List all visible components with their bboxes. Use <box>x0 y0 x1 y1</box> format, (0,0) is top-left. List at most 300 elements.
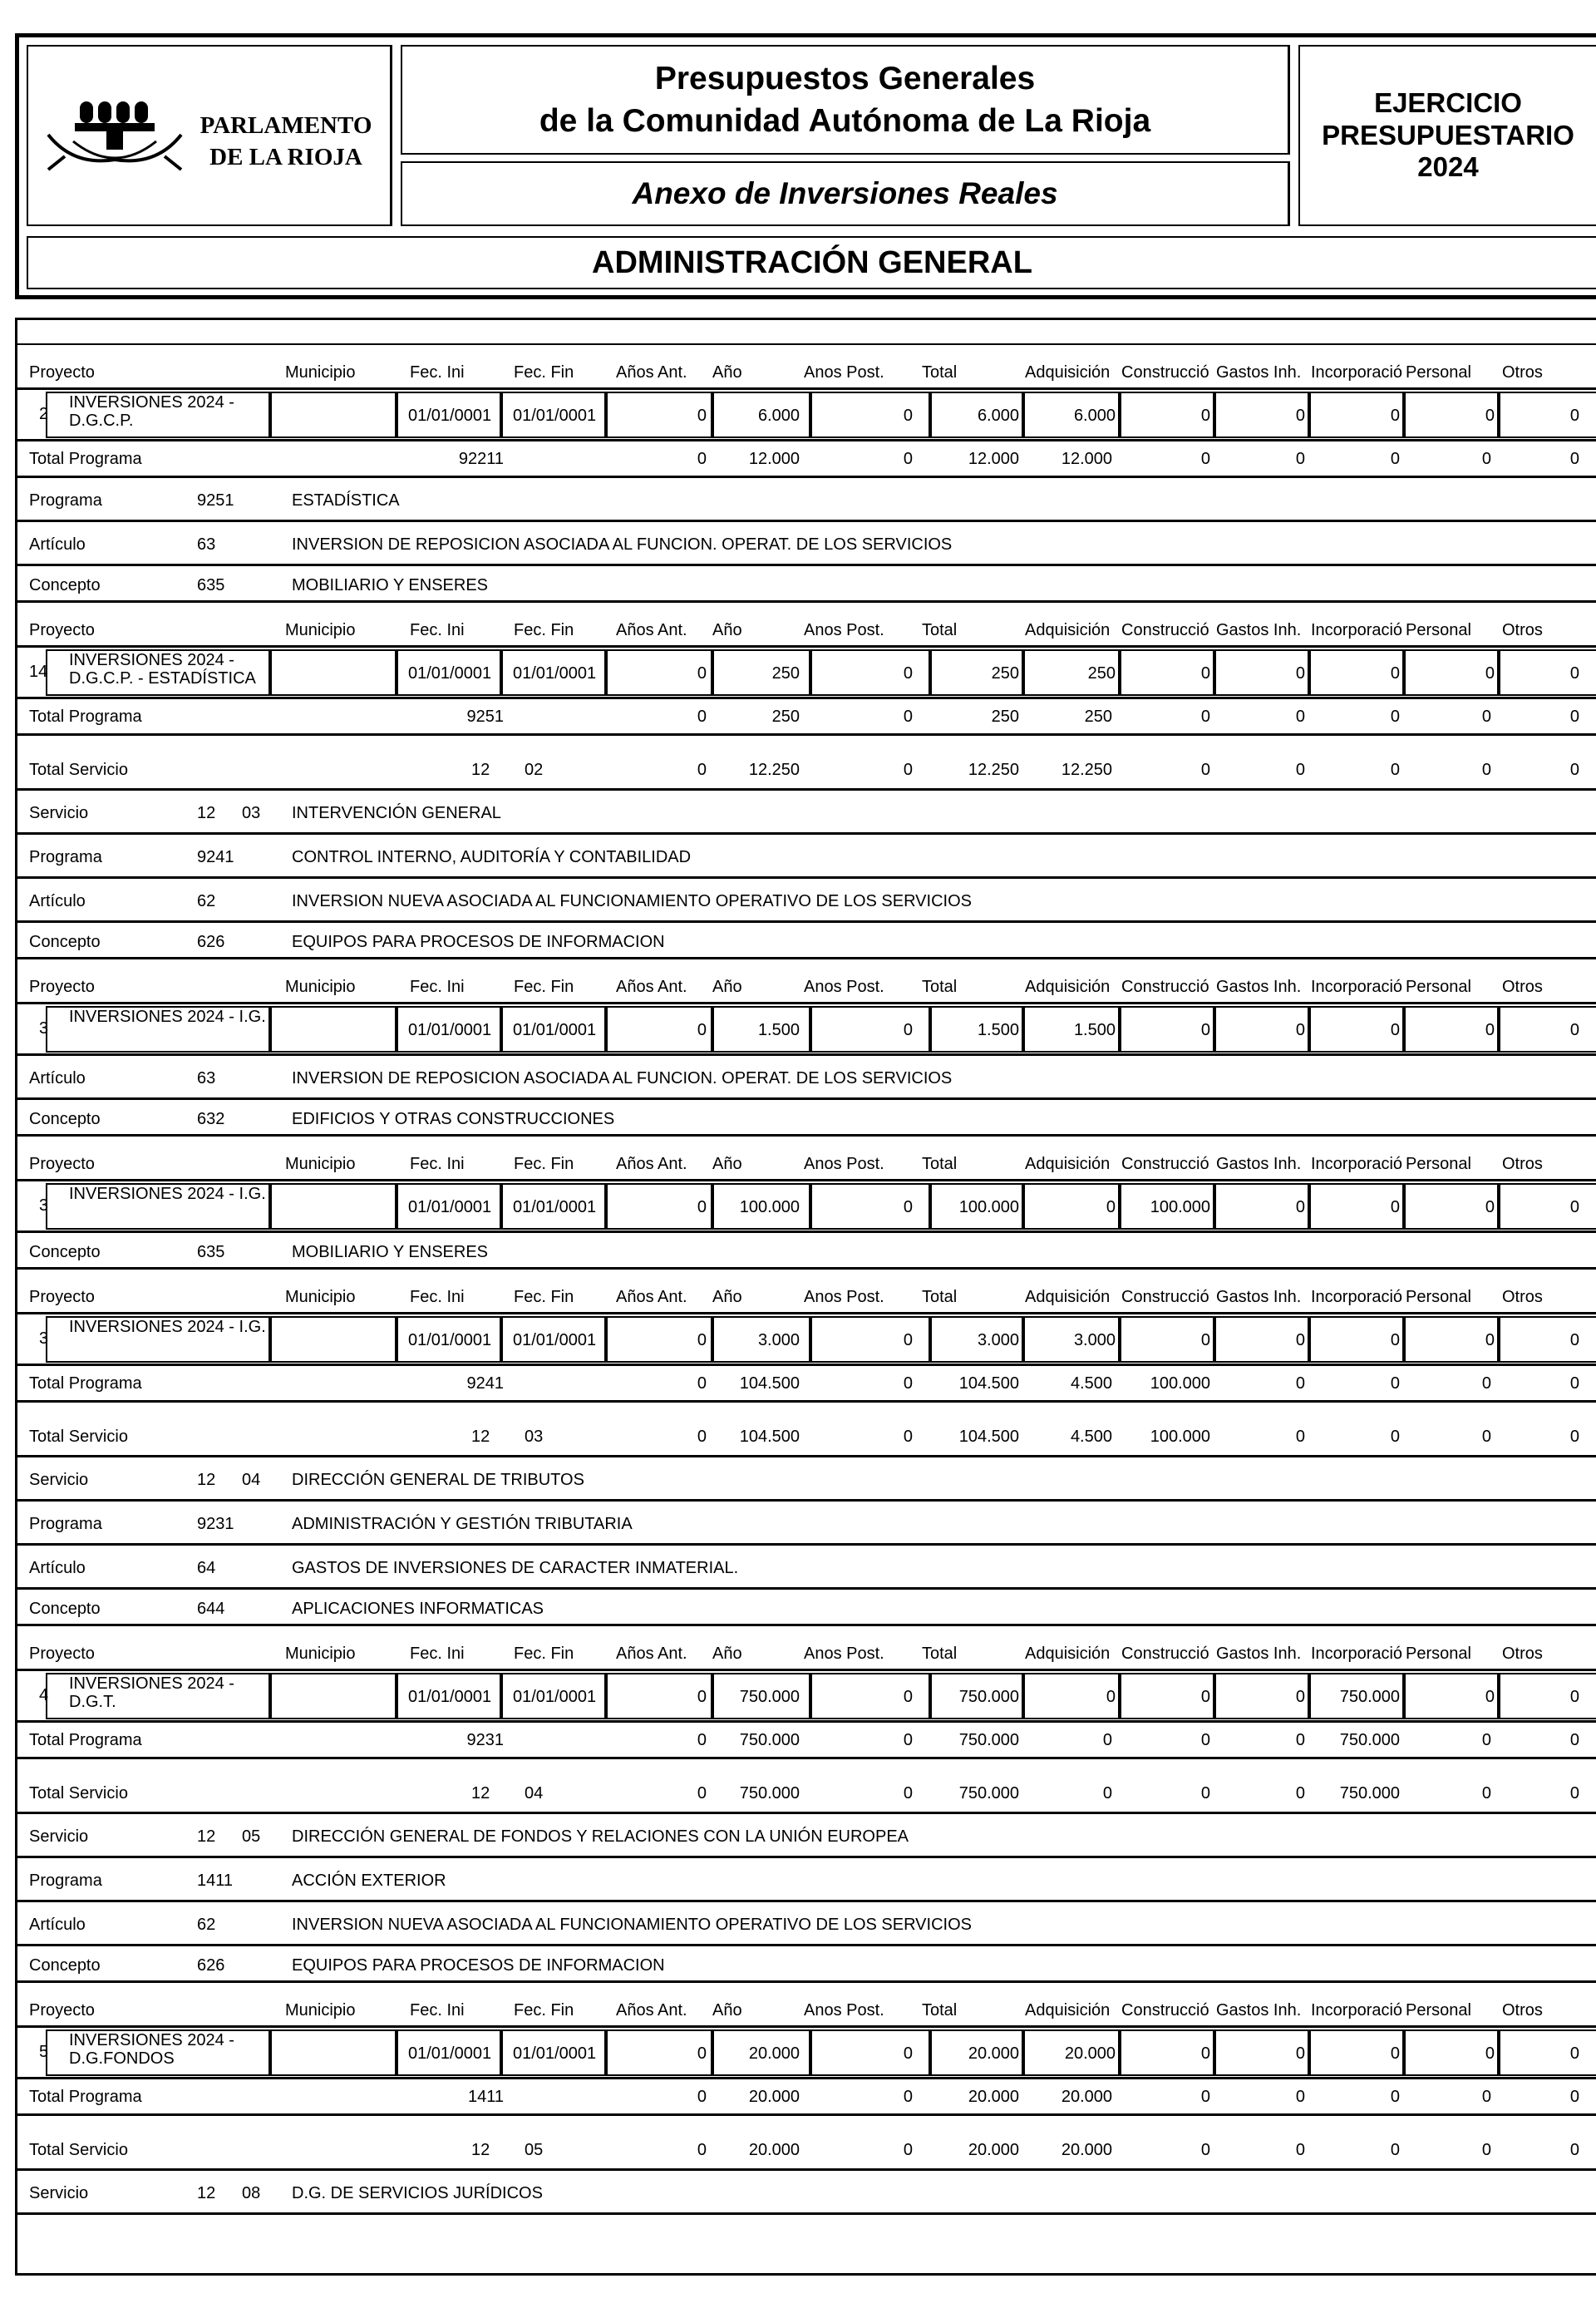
total-label: Total Programa <box>29 1731 142 1749</box>
hierarchy-row <box>17 1100 1596 1137</box>
column-header: Incorporació <box>1311 621 1403 639</box>
total-amount: 0 <box>697 1784 707 1803</box>
hierarchy-code: 635 <box>197 1243 225 1261</box>
table-row <box>17 1314 1596 1366</box>
table-cell <box>1499 1316 1596 1363</box>
column-header: Personal <box>1406 1288 1471 1306</box>
column-header: Años Ant. <box>616 978 687 996</box>
hierarchy-code: 644 <box>197 1600 225 1618</box>
amount-cell: 0 <box>1106 1688 1116 1706</box>
column-header: Años Ant. <box>616 621 687 639</box>
parliament-logo-icon <box>40 83 190 175</box>
total-amount: 250 <box>1084 708 1112 726</box>
table-top-strip <box>17 320 1596 345</box>
total-amount: 0 <box>1569 761 1579 779</box>
table-cell <box>606 1006 712 1053</box>
hierarchy-code: 635 <box>197 576 225 594</box>
column-header: Gastos Inh. <box>1216 2001 1302 2020</box>
column-header: Fec. Fin <box>514 978 574 996</box>
org-name-line2: DE LA RIOJA <box>209 144 362 170</box>
column-header: Total <box>922 1155 958 1173</box>
column-header-row <box>17 603 1596 648</box>
total-amount: 12.000 <box>1061 450 1112 468</box>
column-header: Municipio <box>285 621 356 639</box>
hierarchy-code: 63 <box>197 1069 216 1087</box>
total-amount: 0 <box>1390 2141 1400 2159</box>
column-header: Fec. Fin <box>514 2001 574 2020</box>
column-header: Incorporació <box>1311 2001 1403 2020</box>
total-amount: 250 <box>991 708 1019 726</box>
table-cell <box>1499 2029 1596 2076</box>
hierarchy-row <box>17 522 1596 566</box>
end-date: 01/01/0001 <box>513 664 597 683</box>
hierarchy-code: 9251 <box>197 491 234 510</box>
amount-cell: 0 <box>1200 2044 1210 2063</box>
total-amount: 0 <box>903 708 913 726</box>
total-amount: 0 <box>1390 450 1400 468</box>
hierarchy-row <box>17 1946 1596 1983</box>
amount-cell: 0 <box>1390 1198 1400 1216</box>
project-id: 3 <box>39 1019 49 1038</box>
project-name: INVERSIONES 2024 - D.G.C.P. - ESTADÍSTICA <box>69 651 256 688</box>
hierarchy-code2: 03 <box>242 804 261 822</box>
total-amount: 0 <box>1295 1374 1305 1393</box>
column-header: Adquisición <box>1025 2001 1111 2020</box>
hierarchy-row <box>17 879 1596 923</box>
amount-cell: 0 <box>903 1688 913 1706</box>
amount-cell: 0 <box>1569 1331 1579 1349</box>
total-amount: 0 <box>1295 1784 1305 1803</box>
subtitle: Anexo de Inversiones Reales <box>401 161 1290 226</box>
amount-cell: 0 <box>1295 1331 1305 1349</box>
column-header: Construcció <box>1121 978 1209 996</box>
table-cell <box>606 649 712 696</box>
total-programa-row <box>17 441 1596 478</box>
total-code: 12 <box>471 761 490 779</box>
project-name: INVERSIONES 2024 - I.G. <box>69 1008 266 1026</box>
total-amount: 0 <box>1295 1731 1305 1749</box>
hierarchy-row <box>17 1814 1596 1858</box>
total-programa-row <box>17 699 1596 736</box>
hierarchy-label: Servicio <box>29 2184 89 2202</box>
column-header: Fec. Fin <box>514 621 574 639</box>
table-cell <box>1499 392 1596 438</box>
hierarchy-row <box>17 1233 1596 1270</box>
amount-cell: 6.000 <box>977 407 1019 425</box>
total-amount: 12.000 <box>968 450 1019 468</box>
column-header: Municipio <box>285 363 356 382</box>
table-cell <box>270 1006 397 1053</box>
hierarchy-label: Programa <box>29 1515 102 1533</box>
column-header: Adquisición <box>1025 1645 1111 1663</box>
table-cell <box>270 1316 397 1363</box>
hierarchy-text: EDIFICIOS Y OTRAS CONSTRUCCIONES <box>292 1110 615 1128</box>
hierarchy-label: Servicio <box>29 804 89 822</box>
column-header-row <box>17 959 1596 1004</box>
amount-cell: 0 <box>1390 2044 1400 2063</box>
total-code: 92211 <box>458 450 504 468</box>
project-name: INVERSIONES 2024 - D.G.T. <box>69 1674 234 1711</box>
amount-cell: 0 <box>1295 1021 1305 1039</box>
column-header: Años Ant. <box>616 1155 687 1173</box>
org-name <box>195 110 377 173</box>
table-cell <box>1499 1183 1596 1230</box>
total-amount: 0 <box>903 1731 913 1749</box>
hierarchy-label: Artículo <box>29 1916 86 1934</box>
end-date: 01/01/0001 <box>513 1688 597 1706</box>
hierarchy-text: EQUIPOS PARA PROCESOS DE INFORMACION <box>292 1956 665 1975</box>
total-amount: 0 <box>1102 1784 1112 1803</box>
column-header: Proyecto <box>29 363 95 382</box>
total-amount: 0 <box>697 450 707 468</box>
table-cell <box>606 392 712 438</box>
total-code: 12 <box>471 1784 490 1803</box>
total-code: 12 <box>471 2141 490 2159</box>
hierarchy-label: Concepto <box>29 1956 101 1975</box>
column-header: Total <box>922 978 958 996</box>
amount-cell: 0 <box>1485 1331 1495 1349</box>
total-amount: 750.000 <box>739 1731 800 1749</box>
column-header: Proyecto <box>29 1288 95 1306</box>
logo-box <box>27 45 392 226</box>
column-header: Otros <box>1502 1645 1543 1663</box>
ejercicio-year: 2024 <box>1417 151 1479 183</box>
hierarchy-label: Programa <box>29 491 102 510</box>
hierarchy-label: Servicio <box>29 1827 89 1846</box>
column-header: Gastos Inh. <box>1216 1645 1302 1663</box>
total-servicio-row <box>17 2116 1596 2171</box>
hierarchy-text: INVERSION DE REPOSICION ASOCIADA AL FUNCION. OPERAT. DE LOS SERVICIOS <box>292 1069 953 1087</box>
column-header: Proyecto <box>29 1645 95 1663</box>
column-header: Personal <box>1406 2001 1471 2020</box>
amount-cell: 0 <box>1200 1021 1210 1039</box>
amount-cell: 20.000 <box>1064 2044 1116 2063</box>
hierarchy-label: Artículo <box>29 1559 86 1577</box>
column-header: Fec. Ini <box>410 621 465 639</box>
amount-cell: 0 <box>1390 664 1400 683</box>
column-header: Otros <box>1502 1288 1543 1306</box>
total-amount: 12.250 <box>968 761 1019 779</box>
total-amount: 0 <box>1200 761 1210 779</box>
table-row <box>17 390 1596 441</box>
total-amount: 0 <box>1569 708 1579 726</box>
hierarchy-code: 63 <box>197 535 216 554</box>
start-date: 01/01/0001 <box>408 407 492 425</box>
total-amount: 0 <box>1200 708 1210 726</box>
total-amount: 20.000 <box>1061 2141 1112 2159</box>
total-amount: 0 <box>1295 708 1305 726</box>
total-amount: 0 <box>903 2088 913 2106</box>
amount-cell: 0 <box>697 664 707 683</box>
ejercicio-box <box>1298 45 1596 226</box>
amount-cell: 0 <box>1485 1198 1495 1216</box>
start-date: 01/01/0001 <box>408 2044 492 2063</box>
amount-cell: 20.000 <box>968 2044 1019 2063</box>
hierarchy-row <box>17 566 1596 603</box>
column-header: Fec. Ini <box>410 1645 465 1663</box>
column-header: Proyecto <box>29 1155 95 1173</box>
total-programa-row <box>17 2079 1596 2116</box>
total-amount: 0 <box>1390 761 1400 779</box>
column-header: Personal <box>1406 621 1471 639</box>
hierarchy-row <box>17 2171 1596 2215</box>
amount-cell: 0 <box>1485 407 1495 425</box>
project-id: 5 <box>39 2043 49 2061</box>
project-name: INVERSIONES 2024 - D.G.C.P. <box>69 393 234 430</box>
total-amount: 0 <box>1481 1428 1491 1446</box>
total-amount: 0 <box>697 1374 707 1393</box>
amount-cell: 3.000 <box>1073 1331 1116 1349</box>
amount-cell: 0 <box>1200 664 1210 683</box>
hierarchy-row <box>17 1546 1596 1590</box>
amount-cell: 1.500 <box>757 1021 800 1039</box>
hierarchy-text: ADMINISTRACIÓN Y GESTIÓN TRIBUTARIA <box>292 1515 633 1533</box>
hierarchy-text: INTERVENCIÓN GENERAL <box>292 804 501 822</box>
total-amount: 0 <box>1390 2088 1400 2106</box>
total-programa-row <box>17 1723 1596 1759</box>
total-amount: 750.000 <box>1339 1731 1400 1749</box>
column-header: Adquisición <box>1025 1288 1111 1306</box>
amount-cell: 20.000 <box>748 2044 800 2063</box>
total-amount: 0 <box>1200 2088 1210 2106</box>
amount-cell: 0 <box>1295 1688 1305 1706</box>
total-label: Total Servicio <box>29 1784 128 1803</box>
amount-cell: 0 <box>903 2044 913 2063</box>
hierarchy-text: MOBILIARIO Y ENSERES <box>292 576 489 594</box>
column-header: Años Ant. <box>616 363 687 382</box>
column-header: Anos Post. <box>804 1288 884 1306</box>
hierarchy-text: EQUIPOS PARA PROCESOS DE INFORMACION <box>292 933 665 951</box>
total-amount: 0 <box>903 2141 913 2159</box>
column-header: Municipio <box>285 1288 356 1306</box>
total-label: Total Servicio <box>29 1428 128 1446</box>
hierarchy-row <box>17 1902 1596 1946</box>
total-label: Total Programa <box>29 708 142 726</box>
column-header: Construcció <box>1121 621 1209 639</box>
total-label: Total Programa <box>29 1374 142 1393</box>
total-amount: 0 <box>1295 2088 1305 2106</box>
amount-cell: 0 <box>1569 2044 1579 2063</box>
hierarchy-text: DIRECCIÓN GENERAL DE FONDOS Y RELACIONES CON LA UNIÓN EUROPEA <box>292 1827 909 1846</box>
column-header: Incorporació <box>1311 978 1403 996</box>
column-header: Año <box>712 621 742 639</box>
hierarchy-text: INVERSION NUEVA ASOCIADA AL FUNCIONAMIENTO OPERATIVO DE LOS SERVICIOS <box>292 1916 972 1934</box>
column-header: Gastos Inh. <box>1216 1288 1302 1306</box>
total-amount: 0 <box>697 2088 707 2106</box>
table-cell <box>606 1183 712 1230</box>
amount-cell: 6.000 <box>1073 407 1116 425</box>
column-header-row <box>17 1270 1596 1314</box>
amount-cell: 0 <box>1569 1198 1579 1216</box>
column-header: Otros <box>1502 1155 1543 1173</box>
total-amount: 0 <box>1569 1731 1579 1749</box>
column-header: Personal <box>1406 1155 1471 1173</box>
amount-cell: 100.000 <box>1150 1198 1210 1216</box>
amount-cell: 0 <box>1200 407 1210 425</box>
start-date: 01/01/0001 <box>408 1021 492 1039</box>
hierarchy-label: Concepto <box>29 1243 101 1261</box>
ejercicio-line2: PRESUPUESTARIO <box>1322 119 1574 150</box>
column-header: Personal <box>1406 1645 1471 1663</box>
title-line1: Presupuestos Generales <box>654 60 1036 96</box>
total-amount: 0 <box>1569 1428 1579 1446</box>
hierarchy-text: CONTROL INTERNO, AUDITORÍA Y CONTABILIDAD <box>292 848 692 866</box>
hierarchy-label: Programa <box>29 1872 102 1890</box>
amount-cell: 0 <box>697 1331 707 1349</box>
column-header: Años Ant. <box>616 2001 687 2020</box>
column-header: Fec. Fin <box>514 1155 574 1173</box>
hierarchy-code2: 04 <box>242 1471 261 1489</box>
total-amount: 4.500 <box>1070 1374 1112 1393</box>
hierarchy-code: 12 <box>197 1471 216 1489</box>
total-amount: 750.000 <box>1339 1784 1400 1803</box>
column-header: Año <box>712 1155 742 1173</box>
column-header: Anos Post. <box>804 621 884 639</box>
total-amount: 0 <box>1390 708 1400 726</box>
table-cell <box>606 2029 712 2076</box>
start-date: 01/01/0001 <box>408 1198 492 1216</box>
hierarchy-text: APLICACIONES INFORMATICAS <box>292 1600 544 1618</box>
table-row <box>17 1181 1596 1233</box>
column-header: Fec. Ini <box>410 1288 465 1306</box>
column-header: Fec. Fin <box>514 1645 574 1663</box>
column-header: Construcció <box>1121 2001 1209 2020</box>
total-amount: 0 <box>903 1784 913 1803</box>
amount-cell: 0 <box>697 1021 707 1039</box>
amount-cell: 0 <box>1569 664 1579 683</box>
hierarchy-text: ACCIÓN EXTERIOR <box>292 1872 446 1890</box>
ejercicio-line1: EJERCICIO <box>1374 86 1522 118</box>
column-header-row <box>17 1137 1596 1181</box>
hierarchy-label: Programa <box>29 848 102 866</box>
amount-cell: 1.500 <box>977 1021 1019 1039</box>
total-code2: 05 <box>525 2141 544 2159</box>
hierarchy-code: 62 <box>197 892 216 910</box>
total-amount: 0 <box>697 1731 707 1749</box>
total-amount: 0 <box>1569 2088 1579 2106</box>
hierarchy-text: ESTADÍSTICA <box>292 491 400 510</box>
total-amount: 20.000 <box>748 2141 800 2159</box>
column-header: Municipio <box>285 978 356 996</box>
amount-cell: 750.000 <box>1339 1688 1400 1706</box>
amount-cell: 750.000 <box>739 1688 800 1706</box>
end-date: 01/01/0001 <box>513 1331 597 1349</box>
hierarchy-row <box>17 1502 1596 1546</box>
project-id: 4 <box>39 1686 49 1704</box>
total-amount: 100.000 <box>1150 1428 1210 1446</box>
amount-cell: 0 <box>1295 664 1305 683</box>
column-header: Anos Post. <box>804 363 884 382</box>
column-header: Incorporació <box>1311 1288 1403 1306</box>
start-date: 01/01/0001 <box>408 1331 492 1349</box>
column-header: Total <box>922 363 958 382</box>
table-cell <box>270 1673 397 1719</box>
column-header: Gastos Inh. <box>1216 978 1302 996</box>
total-amount: 0 <box>1569 1784 1579 1803</box>
table-row <box>17 648 1596 699</box>
hierarchy-code2: 05 <box>242 1827 261 1846</box>
hierarchy-row <box>17 835 1596 879</box>
hierarchy-label: Servicio <box>29 1471 89 1489</box>
amount-cell: 0 <box>903 664 913 683</box>
total-servicio-row <box>17 1403 1596 1457</box>
hierarchy-code: 9241 <box>197 848 234 866</box>
column-header: Año <box>712 2001 742 2020</box>
column-header: Fec. Fin <box>514 363 574 382</box>
amount-cell: 0 <box>1390 1021 1400 1039</box>
column-header: Anos Post. <box>804 978 884 996</box>
total-amount: 0 <box>1569 1374 1579 1393</box>
total-servicio-row <box>17 736 1596 791</box>
hierarchy-row <box>17 478 1596 522</box>
hierarchy-row <box>17 1590 1596 1626</box>
total-amount: 0 <box>1390 1374 1400 1393</box>
column-header: Año <box>712 1288 742 1306</box>
total-code2: 03 <box>525 1428 544 1446</box>
total-amount: 0 <box>1390 1428 1400 1446</box>
amount-cell: 0 <box>697 1688 707 1706</box>
project-name: INVERSIONES 2024 - I.G. <box>69 1318 266 1336</box>
total-amount: 100.000 <box>1150 1374 1210 1393</box>
total-amount: 750.000 <box>958 1784 1019 1803</box>
total-amount: 0 <box>1102 1731 1112 1749</box>
total-amount: 20.000 <box>968 2088 1019 2106</box>
column-header: Construcció <box>1121 1288 1209 1306</box>
column-header: Proyecto <box>29 621 95 639</box>
hierarchy-code: 632 <box>197 1110 225 1128</box>
total-amount: 20.000 <box>968 2141 1019 2159</box>
hierarchy-code2: 08 <box>242 2184 261 2202</box>
column-header: Personal <box>1406 978 1471 996</box>
total-amount: 0 <box>1481 450 1491 468</box>
hierarchy-text: DIRECCIÓN GENERAL DE TRIBUTOS <box>292 1471 584 1489</box>
hierarchy-text: D.G. DE SERVICIOS JURÍDICOS <box>292 2184 543 2202</box>
project-id: 3 <box>39 1329 49 1348</box>
column-header-row <box>17 345 1596 390</box>
title-box <box>401 45 1290 155</box>
hierarchy-label: Artículo <box>29 892 86 910</box>
total-amount: 0 <box>1295 2141 1305 2159</box>
hierarchy-code: 1411 <box>197 1872 234 1890</box>
title-line2: de la Comunidad Autónoma de La Rioja <box>539 103 1151 139</box>
hierarchy-text: INVERSION NUEVA ASOCIADA AL FUNCIONAMIENTO OPERATIVO DE LOS SERVICIOS <box>292 892 972 910</box>
total-label: Total Programa <box>29 2088 142 2106</box>
hierarchy-text: MOBILIARIO Y ENSERES <box>292 1243 489 1261</box>
hierarchy-row <box>17 791 1596 835</box>
project-name: INVERSIONES 2024 - I.G. <box>69 1185 266 1203</box>
column-header: Años Ant. <box>616 1645 687 1663</box>
amount-cell: 250 <box>1087 664 1116 683</box>
table-cell <box>270 392 397 438</box>
end-date: 01/01/0001 <box>513 2044 597 2063</box>
project-name: INVERSIONES 2024 - D.G.FONDOS <box>69 2031 234 2068</box>
column-header: Total <box>922 1288 958 1306</box>
hierarchy-code: 62 <box>197 1916 216 1934</box>
column-header: Municipio <box>285 1645 356 1663</box>
total-code: 9251 <box>466 708 504 726</box>
hierarchy-code: 9231 <box>197 1515 234 1533</box>
total-amount: 0 <box>1200 2141 1210 2159</box>
column-header: Construcció <box>1121 363 1209 382</box>
section-title: ADMINISTRACIÓN GENERAL <box>27 236 1596 289</box>
table-row <box>17 1671 1596 1723</box>
end-date: 01/01/0001 <box>513 1198 597 1216</box>
total-amount: 250 <box>771 708 800 726</box>
amount-cell: 0 <box>697 1198 707 1216</box>
total-amount: 750.000 <box>958 1731 1019 1749</box>
total-amount: 104.500 <box>739 1428 800 1446</box>
total-amount: 0 <box>697 761 707 779</box>
